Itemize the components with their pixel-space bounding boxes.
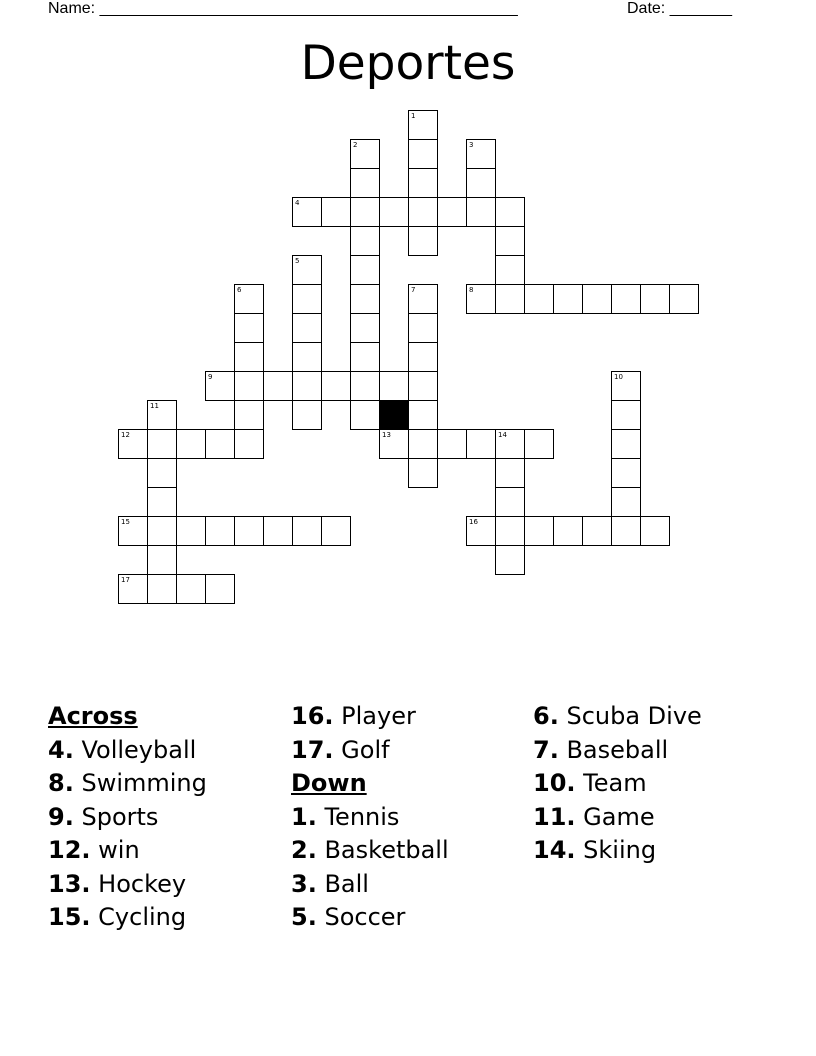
clue-number: 5 (295, 257, 300, 265)
clue-item-number: 14. (533, 836, 576, 864)
crossword-cell[interactable] (495, 284, 525, 314)
clue-item-text: Ball (324, 869, 369, 898)
crossword-cell[interactable] (350, 139, 380, 169)
crossword-cell[interactable] (379, 371, 409, 401)
clue-item-number: 13. (48, 869, 91, 898)
clue-number: 13 (382, 431, 391, 439)
clue-item (48, 834, 288, 868)
clue-item (48, 801, 288, 835)
clue-item-text: Player (341, 702, 416, 730)
crossword-cell[interactable] (263, 371, 293, 401)
clue-number: 7 (411, 286, 416, 294)
clue-item (48, 734, 288, 768)
clue-item-text: Soccer (324, 903, 406, 931)
clue-number: 10 (614, 373, 623, 381)
crossword-cell[interactable] (437, 429, 467, 459)
clue-item-number: 4. (48, 735, 74, 764)
crossword-cell[interactable] (205, 429, 235, 459)
crossword-cell[interactable] (611, 487, 641, 517)
crossword-cell[interactable] (350, 226, 380, 256)
crossword-cell[interactable] (640, 516, 670, 546)
crossword-cell[interactable] (147, 400, 177, 430)
clue-item-text: Sports (81, 802, 159, 831)
clue-item (291, 868, 531, 902)
crossword-cell[interactable] (205, 574, 235, 604)
crossword-cell[interactable] (234, 371, 264, 401)
crossword-cell[interactable] (582, 516, 612, 546)
clue-item-text: Basketball (324, 836, 449, 864)
crossword-cell[interactable] (495, 197, 525, 227)
clue-item-number: 16. (291, 702, 334, 730)
crossword-cell[interactable] (234, 284, 264, 314)
clue-heading-label: Across (48, 702, 138, 730)
crossword-cell[interactable] (321, 516, 351, 546)
clue-item (533, 700, 773, 734)
crossword-cell[interactable] (292, 197, 322, 227)
clue-item (48, 901, 288, 935)
clue-number: 9 (208, 373, 213, 381)
crossword-cell[interactable] (408, 139, 438, 169)
crossword-cell[interactable] (495, 487, 525, 517)
crossword-cell[interactable] (350, 168, 380, 198)
crossword-cell[interactable] (379, 429, 409, 459)
crossword-cell[interactable] (234, 516, 264, 546)
crossword-cell[interactable] (611, 458, 641, 488)
crossword-cell[interactable] (292, 516, 322, 546)
clue-item-number: 17. (291, 735, 334, 764)
clue-item-text: win (98, 836, 140, 864)
clue-item-number: 8. (48, 769, 74, 797)
crossword-cell[interactable] (147, 458, 177, 488)
clue-item-number: 7. (533, 735, 559, 764)
crossword-cell[interactable] (292, 400, 322, 430)
crossword-cell[interactable] (495, 255, 525, 285)
clue-item (291, 801, 531, 835)
crossword-cell[interactable] (408, 458, 438, 488)
clue-item-number: 12. (48, 836, 91, 864)
crossword-cell[interactable] (466, 516, 496, 546)
crossword-cell[interactable] (408, 284, 438, 314)
clue-number: 8 (469, 286, 474, 294)
crossword-cell[interactable] (234, 400, 264, 430)
date-field-label: Date: _______ (627, 0, 732, 17)
clue-item-number: 2. (291, 836, 317, 864)
crossword-cell[interactable] (408, 313, 438, 343)
clue-item-number: 6. (533, 702, 559, 730)
clue-number: 2 (353, 141, 358, 149)
clue-item (291, 901, 531, 935)
crossword-cell[interactable] (495, 429, 525, 459)
clue-number: 16 (469, 518, 478, 526)
crossword-cell[interactable] (495, 226, 525, 256)
crossword-cell[interactable] (408, 371, 438, 401)
crossword-cell[interactable] (611, 284, 641, 314)
clue-item-number: 5. (291, 903, 317, 931)
clue-item (291, 734, 531, 768)
crossword-cell[interactable] (350, 342, 380, 372)
clue-item (291, 834, 531, 868)
clue-item-text: Hockey (98, 869, 187, 898)
crossword-cell[interactable] (379, 197, 409, 227)
clue-number: 11 (150, 402, 159, 410)
crossword-cell[interactable] (611, 371, 641, 401)
crossword-cell[interactable] (350, 400, 380, 430)
crossword-cell[interactable] (408, 400, 438, 430)
clue-item (291, 700, 531, 734)
crossword-cell[interactable] (611, 516, 641, 546)
clue-item-text: Baseball (566, 735, 669, 764)
crossword-cell[interactable] (147, 516, 177, 546)
clue-item-text: Game (583, 802, 655, 831)
crossword-cell[interactable] (292, 342, 322, 372)
clue-number: 12 (121, 431, 130, 439)
crossword-cell[interactable] (408, 342, 438, 372)
clue-number: 4 (295, 199, 300, 207)
crossword-cell[interactable] (205, 371, 235, 401)
crossword-cell[interactable] (524, 429, 554, 459)
crossword-cell[interactable] (553, 284, 583, 314)
clue-column-2 (291, 700, 531, 935)
crossword-cell[interactable] (118, 574, 148, 604)
clue-item-number: 10. (533, 769, 576, 797)
crossword-cell[interactable] (321, 371, 351, 401)
crossword-cell[interactable] (611, 429, 641, 459)
crossword-cell[interactable] (147, 545, 177, 575)
clue-heading-down (291, 767, 531, 801)
crossword-cell[interactable] (147, 574, 177, 604)
crossword-cell[interactable] (495, 516, 525, 546)
crossword-cell[interactable] (408, 110, 438, 140)
crossword-cell[interactable] (582, 284, 612, 314)
clue-number: 3 (469, 141, 474, 149)
crossword-cell[interactable] (234, 313, 264, 343)
clue-number: 6 (237, 286, 242, 294)
crossword-cell[interactable] (350, 313, 380, 343)
crossword-cell[interactable] (147, 487, 177, 517)
crossword-cell[interactable] (350, 371, 380, 401)
clue-item (533, 767, 773, 801)
clue-heading-label: Down (291, 769, 367, 797)
clue-item (533, 734, 773, 768)
clue-item (48, 767, 288, 801)
crossword-cell[interactable] (611, 400, 641, 430)
clue-item-number: 15. (48, 903, 91, 931)
crossword-cell[interactable] (176, 574, 206, 604)
clue-item (533, 801, 773, 835)
crossword-cell[interactable] (292, 313, 322, 343)
clue-item-text: Golf (341, 735, 390, 764)
crossword-cell[interactable] (292, 284, 322, 314)
clue-number: 17 (121, 576, 130, 584)
clue-item-text: Volleyball (81, 735, 197, 764)
crossword-cell[interactable] (292, 371, 322, 401)
crossword-cell[interactable] (495, 458, 525, 488)
clue-number: 1 (411, 112, 416, 120)
crossword-cell[interactable] (466, 139, 496, 169)
crossword-cell[interactable] (408, 197, 438, 227)
crossword-cell[interactable] (408, 226, 438, 256)
clue-item-text: Tennis (324, 802, 400, 831)
clue-number: 14 (498, 431, 507, 439)
clue-item-number: 11. (533, 802, 576, 831)
crossword-cell[interactable] (118, 516, 148, 546)
crossword-cell[interactable] (292, 255, 322, 285)
crossword-cell[interactable] (466, 168, 496, 198)
crossword-cell[interactable] (234, 429, 264, 459)
clue-item-text: Swimming (81, 769, 207, 797)
crossword-cell[interactable] (147, 429, 177, 459)
crossword-cell[interactable] (176, 516, 206, 546)
crossword-cell[interactable] (495, 545, 525, 575)
crossword-cell[interactable] (408, 429, 438, 459)
blocked-cell (379, 400, 409, 430)
clue-item-text: Team (583, 769, 647, 797)
clue-number: 15 (121, 518, 130, 526)
clue-item-number: 9. (48, 802, 74, 831)
crossword-cell[interactable] (263, 516, 293, 546)
clue-item-number: 3. (291, 869, 317, 898)
clue-item-number: 1. (291, 802, 317, 831)
crossword-cell[interactable] (205, 516, 235, 546)
crossword-cell[interactable] (466, 284, 496, 314)
crossword-cell[interactable] (176, 429, 206, 459)
clue-heading-across (48, 700, 288, 734)
clue-item-text: Cycling (98, 903, 187, 931)
crossword-cell[interactable] (234, 342, 264, 372)
clue-column-1 (48, 700, 288, 935)
crossword-cell[interactable] (321, 197, 351, 227)
crossword-cell[interactable] (408, 168, 438, 198)
name-field-label: Name: _______________________________________________ (48, 0, 518, 17)
page-title: Deportes (300, 36, 516, 91)
crossword-cell[interactable] (466, 429, 496, 459)
clue-column-3 (533, 700, 773, 868)
crossword-cell[interactable] (350, 197, 380, 227)
clue-item (533, 834, 773, 868)
crossword-cell[interactable] (466, 197, 496, 227)
crossword-cell[interactable] (640, 284, 670, 314)
crossword-cell[interactable] (524, 516, 554, 546)
crossword-cell[interactable] (437, 197, 467, 227)
crossword-cell[interactable] (118, 429, 148, 459)
crossword-cell[interactable] (669, 284, 699, 314)
clue-item-text: Scuba Dive (566, 702, 702, 730)
clue-item (48, 868, 288, 902)
crossword-cell[interactable] (524, 284, 554, 314)
crossword-cell[interactable] (350, 284, 380, 314)
crossword-cell[interactable] (553, 516, 583, 546)
crossword-cell[interactable] (350, 255, 380, 285)
clue-item-text: Skiing (583, 836, 657, 864)
